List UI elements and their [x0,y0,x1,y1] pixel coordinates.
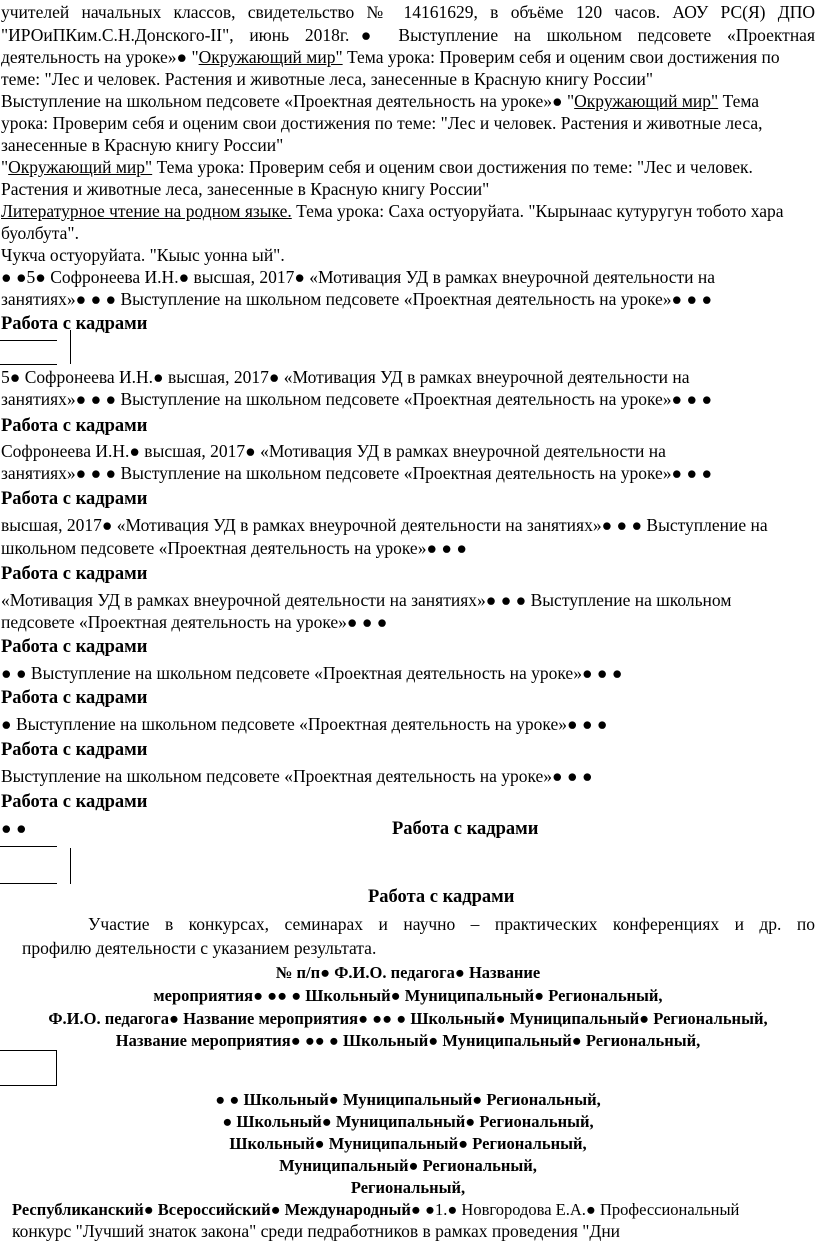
text-line: "Окружающий мир" Тема урока: Проверим себя и оценим свои достижения по теме: "Лес и человек. [1,157,753,177]
section-heading: Работа с кадрами [1,416,148,436]
section-heading: Работа с кадрами [1,564,148,584]
text-line: Выступление на школьном педсовете «Проектная деятельность на уроке»● ● ● [1,766,593,786]
section-heading: Работа с кадрами [1,792,148,812]
table-header-line: № п/п● Ф.И.О. педагога● Название [275,963,541,982]
table-header-line: Школьный● Муниципальный● Региональный, [229,1134,587,1153]
section-heading: Работа с кадрами [1,314,148,334]
section-heading: Работа с кадрами [368,887,515,907]
text-line: 5● Софронеева И.Н.● высшая, 2017● «Мотивация УД в рамках внеурочной деятельности на [1,367,690,387]
section-heading: Работа с кадрами [1,740,148,760]
text-line: теме: "Лес и человек. Растения и животные леса, занесенные в Красную книгу России" [1,69,653,89]
text-line: буолбута". [1,223,79,243]
section-heading: Работа с кадрами [1,688,148,708]
text-line: педсовете «Проектная деятельность на уроке»● ● ● [1,612,388,632]
text-line: Растения и животные леса, занесенные в Красную книгу России" [1,179,490,199]
table-header-line: ● Школьный● Муниципальный● Региональный, [222,1112,594,1131]
table-header-line: ● ● Школьный● Муниципальный● Региональный, [215,1090,601,1109]
text-line: урока: Проверим себя и оценим свои достижения по теме: "Лес и человек. Растения и животные леса, [1,113,763,133]
table-header-line: Региональный, [350,1178,466,1197]
text-line: "ИРОиПКим.С.Н.Донского-II", июнь 2018г.● Выступление на школьном педсовете «Проектная [1,25,815,45]
table-header-line: Ф.И.О. педагога● Название мероприятия● ●● ● Школьный● Муниципальный● Региональный, [48,1009,768,1028]
subject-link[interactable]: Окружающий мир" [8,157,153,177]
table-header-line: мероприятия● ●● ● Школьный● Муниципальный● Региональный, [153,986,663,1005]
text-line: ● Выступление на школьном педсовете «Проектная деятельность на уроке»● ● ● [1,714,608,734]
participation-text: Участие в конкурсах, семинарах и научно – практических конференциях и др. по [88,914,815,934]
subject-link[interactable]: Литературное чтение на родном языке. [1,201,292,221]
text-line: учителей начальных классов, свидетельство № 14161629, в объёме 120 часов. АОУ РС(Я) ДПО [1,2,815,22]
table-rule [0,340,57,341]
text-line: Литературное чтение на родном языке. Тема урока: Саха остуоруйата. "Кырынаас кутуругун тобото хара [1,201,784,221]
participation-text: профилю деятельности с указанием результата. [22,938,377,958]
subject-link[interactable]: Окружающий мир" [198,47,343,67]
table-rule [0,883,57,884]
table-header-line: Муниципальный● Региональный, [279,1156,537,1175]
text-line: Чукча остуоруйата. "Кыыс уонна ый". [1,245,285,265]
section-heading: Работа с кадрами [1,489,148,509]
table-header-line: Название мероприятия● ●● ● Школьный● Муниципальный● Региональный, [115,1031,701,1050]
text-line: Софронеева И.Н.● высшая, 2017● «Мотивация УД в рамках внеурочной деятельности на [1,441,666,461]
section-heading: Работа с кадрами [1,637,148,657]
text-line: ● ● [1,818,27,838]
section-heading: Работа с кадрами [392,819,539,839]
text-line: высшая, 2017● «Мотивация УД в рамках внеурочной деятельности на занятиях»● ● ● Выступление на [1,515,768,535]
table-rule [70,330,71,364]
text-line: ● ● Выступление на школьном педсовете «Проектная деятельность на уроке»● ● ● [1,663,623,683]
text-line: Республиканский● Всероссийский● Международный● ●1.● Новгородова Е.А.● Профессиональный [12,1200,740,1219]
text-line: конкурс "Лучший знаток закона" среди педработников в рамках проведения "Дни [12,1221,621,1241]
table-cell [0,1050,57,1086]
subject-link[interactable]: Окружающий мир" [574,91,719,111]
table-rule [0,364,57,365]
table-rule [70,848,71,884]
table-rule [0,846,57,847]
text-line: занятиях»● ● ● Выступление на школьном педсовете «Проектная деятельность на уроке»● ● ● [1,289,713,309]
text-line: занятиях»● ● ● Выступление на школьном педсовете «Проектная деятельность на уроке»● ● ● [1,463,713,483]
text-line: деятельность на уроке»● "Окружающий мир" Тема урока: Проверим себя и оценим свои достижения по [1,47,780,67]
text-line: «Мотивация УД в рамках внеурочной деятельности на занятиях»● ● ● Выступление на школьном [1,590,732,610]
text-line: ● ●5● Софронеева И.Н.● высшая, 2017● «Мотивация УД в рамках внеурочной деятельности на [1,267,716,287]
text-line: занятиях»● ● ● Выступление на школьном педсовете «Проектная деятельность на уроке»● ● ● [1,389,713,409]
text-line: занесенные в Красную книгу России" [1,135,284,155]
text-line: Выступление на школьном педсовете «Проектная деятельность на уроке»● "Окружающий мир" Тема [1,91,760,111]
text-line: школьном педсовете «Проектная деятельность на уроке»● ● ● [1,538,467,558]
